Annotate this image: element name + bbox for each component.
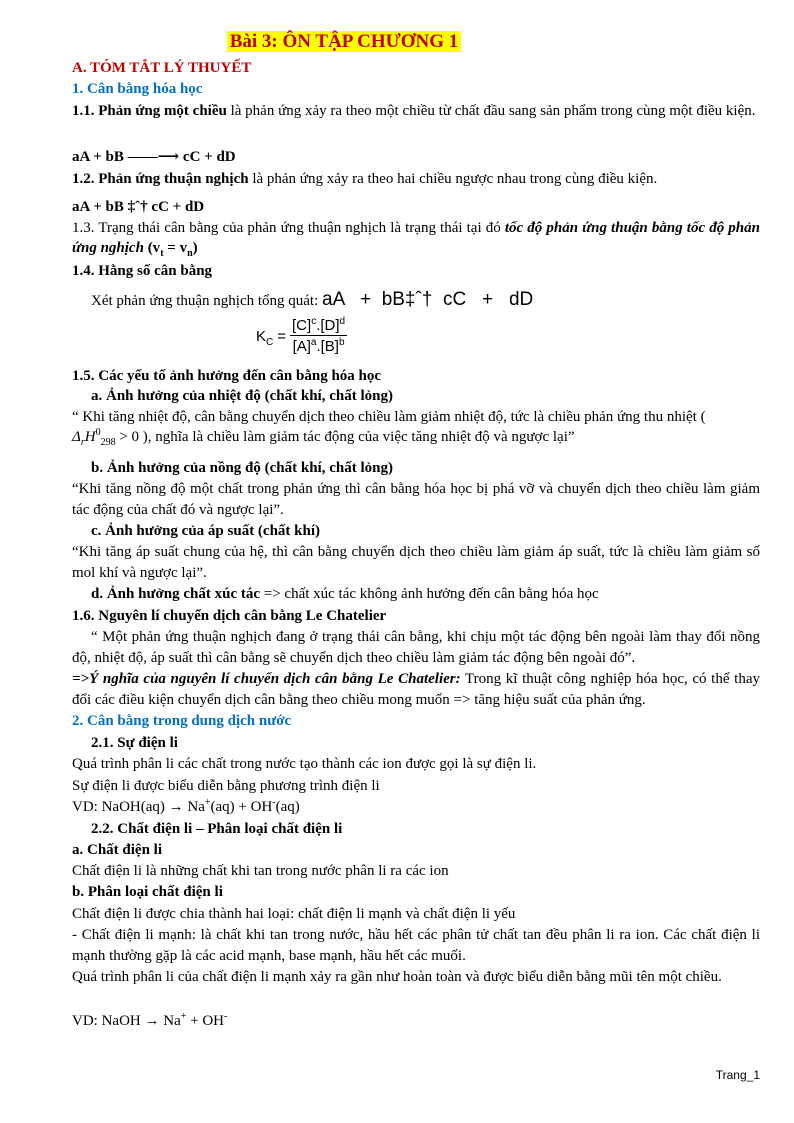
enthalpy-0: 0 (95, 427, 101, 438)
section-1-heading: 1. Cân bằng hóa học (72, 81, 203, 97)
eq1-arrow: ——⟶ (123, 149, 183, 165)
eq2-arrow: ‡ˆ† (123, 199, 152, 215)
factor-a-text2: > 0 ), nghĩa là chiều làm giảm tác động của việc tăng nhiệt độ và ngược lại” (115, 429, 575, 445)
kc-den-exp-b: b (338, 337, 345, 348)
classification-text-2: - Chất điện li mạnh: là chất khi tan trong nước, hầu hết các phân tử chất tan đều phân li ra ion. Các chất điện li mạnh thường gặp là các acid mạnh, base mạnh, hầu hết các muối. (72, 927, 760, 964)
p12-head: 1.2. Phản ứng thuận nghịch (72, 171, 249, 187)
paragraph-1-6-heading: 1.6. Nguyên lí chuyển dịch cân bằng Le Chatelier (72, 608, 387, 624)
p13-sub-t: t (160, 248, 164, 259)
factor-d-text: => chất xúc tác không ảnh hưởng đến cân bằng hóa học (260, 586, 599, 602)
factor-c-text: “Khi tăng áp suất chung của hệ, thì cân bằng chuyển dịch theo chiều làm giảm áp suất, tức là chiều làm giảm số mol khí và ngược lại”. (72, 544, 760, 581)
vd1-sup2: - (272, 797, 276, 808)
factor-c-heading: c. Ảnh hưởng của áp suất (chất khí) (91, 523, 321, 539)
enthalpy-298: 298 (100, 437, 116, 448)
kc-table (255, 317, 347, 355)
classification-text-1: Chất điện li được chia thành hai loại: chất điện li mạnh và chất điện li yếu (72, 906, 516, 922)
vd1-sup1: + (204, 797, 211, 808)
kc-symbol (255, 317, 276, 355)
paragraph-1-5-heading: 1.5. Các yếu tố ảnh hưởng đến cân bằng hóa học (72, 368, 382, 384)
p21-text-1: Quá trình phân li các chất trong nước tạo thành các ion được gọi là sự điện li. (72, 756, 537, 772)
section-2-heading: 2. Cân bằng trong dung dịch nước (72, 713, 292, 729)
delta-r: r (80, 437, 85, 448)
factor-d-heading: d. Ảnh hưởng chất xúc tác (91, 586, 260, 602)
p13-sub-n: n (187, 248, 193, 259)
kc-formula (255, 317, 347, 355)
classification-text-3: Quá trình phân li của chất điện li mạnh xảy ra gần như hoàn toàn và được biểu diễn bằng mũi tên một chiều. (72, 969, 722, 985)
kc-k: K (256, 327, 267, 345)
p11-text: là phản ứng xảy ra theo một chiều từ chất đầu sang sản phẩm trong cùng một điều kiện. (226, 103, 756, 119)
p13-text: 1.3. Trạng thái cân bằng của phản ứng thuận nghịch là trạng thái tại đó (72, 220, 505, 236)
enthalpy-h: H (84, 429, 96, 445)
paragraph-2-2-heading: 2.2. Chất điện li – Phân loại chất điện li (91, 821, 343, 837)
vd1-b: (aq) + OH (210, 799, 273, 815)
factor-b-text: “Khi tăng nồng độ một chất trong phản ứng thì cân bằng hóa học bị phá vỡ và chuyển dịch theo chiều làm giảm tác động của chất đó và ngược lại”. (72, 481, 760, 518)
p13-end: ) (192, 240, 198, 256)
p13-emph: tốc độ phản ứng thuận bằng tốc độ phản ứng nghịch (72, 220, 760, 256)
le-chatelier-text: “ Một phản ứng thuận nghịch đang ở trạng thái cân bằng, khi chịu một tác động bên ngoài làm thay đổi nồng độ, nhiệt độ, áp suất thì cân bằng sẽ chuyển dịch theo chiều làm giảm tác động bên ngoài đó”. (72, 629, 760, 666)
vd2-sup1: + (180, 1011, 187, 1022)
vd1-c: (aq) (275, 799, 300, 815)
factor-a-text (72, 407, 760, 447)
kc-num-c: [C] (292, 317, 312, 334)
factor-b-heading: b. Ảnh hưởng của nồng độ (chất khí, chất lỏng) (91, 460, 393, 476)
paragraph-2-1-heading: 2.1. Sự điện li (91, 735, 178, 751)
kc-den-exp-a: a (310, 337, 317, 348)
classification-heading: b. Phân loại chất điện li (72, 884, 223, 900)
section-a-heading: A. TÓM TẮT LÝ THUYẾT (72, 60, 252, 76)
p21-text-2: Sự điện li được biểu diễn bằng phương trình điện li (72, 778, 380, 794)
general-label: Xét phản ứng thuận nghịch tổng quát: (91, 293, 319, 309)
general-reaction (72, 288, 779, 313)
delta-symbol: Δ (72, 429, 81, 445)
equation-reversible (72, 197, 760, 217)
electrolyte-text: Chất điện li là những chất khi tan trong nước phân li ra các ion (72, 863, 449, 879)
p13-tail: (v (143, 240, 161, 256)
p13-mid: = v (163, 240, 188, 256)
vd2-b: + OH (186, 1013, 224, 1029)
p11-head: 1.1. Phản ứng một chiều (72, 103, 227, 119)
eq2-right: cC + dD (151, 199, 205, 215)
vd2-a: VD: NaOH → Na (72, 1013, 181, 1029)
eq2-left: aA + bB (72, 199, 124, 215)
title-wrap (0, 31, 688, 53)
p12-text: là phản ứng xảy ra theo hai chiều ngược nhau trong cùng điều kiện. (248, 171, 658, 187)
kc-c: C (266, 336, 274, 348)
paragraph-1-1 (72, 101, 760, 121)
page-number: Trang_1 (715, 1068, 760, 1082)
kc-num-d: .[D] (316, 317, 340, 334)
kc-numerator (290, 317, 347, 336)
kc-num-exp-d: d (339, 316, 346, 327)
factor-a-text1: “ Khi tăng nhiệt độ, cân bằng chuyển dịch theo chiều làm giảm nhiệt độ, tức là chiều phản ứng thu nhiệt ( (72, 409, 706, 425)
paragraph-1-3 (72, 218, 760, 258)
vd1-a: VD: NaOH(aq) → Na (72, 799, 205, 815)
page-title: Bài 3: ÔN TẬP CHƯƠNG 1 (227, 31, 462, 52)
factor-d (72, 584, 779, 604)
general-equation: aA + bB‡ˆ† cC + dD (322, 289, 534, 310)
kc-num-exp-c: c (311, 316, 317, 327)
kc-denominator (290, 336, 347, 356)
meaning-paragraph (72, 669, 760, 711)
equation-one-way (72, 147, 760, 167)
meaning-text: Trong kĩ thuật công nghiệp hóa học, có thể thay đổi các điều kiện chuyển dịch cân bằng theo chiều mong muốn => tăng hiệu suất của phản ứng. (72, 671, 760, 708)
kc-den-a: [A] (292, 338, 311, 355)
eq1-left: aA + bB (72, 149, 124, 165)
electrolyte-heading: a. Chất điện li (72, 842, 163, 858)
factor-a-heading: a. Ảnh hưởng của nhiệt độ (chất khí, chất lỏng) (91, 388, 393, 404)
kc-equals: = (277, 327, 287, 345)
paragraph-1-2 (72, 169, 760, 189)
example-2 (72, 1011, 760, 1031)
kc-den-b: .[B] (316, 338, 339, 355)
vd2-sup2: - (224, 1011, 228, 1022)
example-1 (72, 797, 760, 817)
eq1-right: cC + dD (182, 149, 236, 165)
paragraph-1-4-heading: 1.4. Hằng số cân bằng (72, 263, 213, 279)
meaning-heading: =>Ý nghĩa của nguyên lí chuyển dịch cân bằng Le Chatelier: (72, 671, 461, 687)
